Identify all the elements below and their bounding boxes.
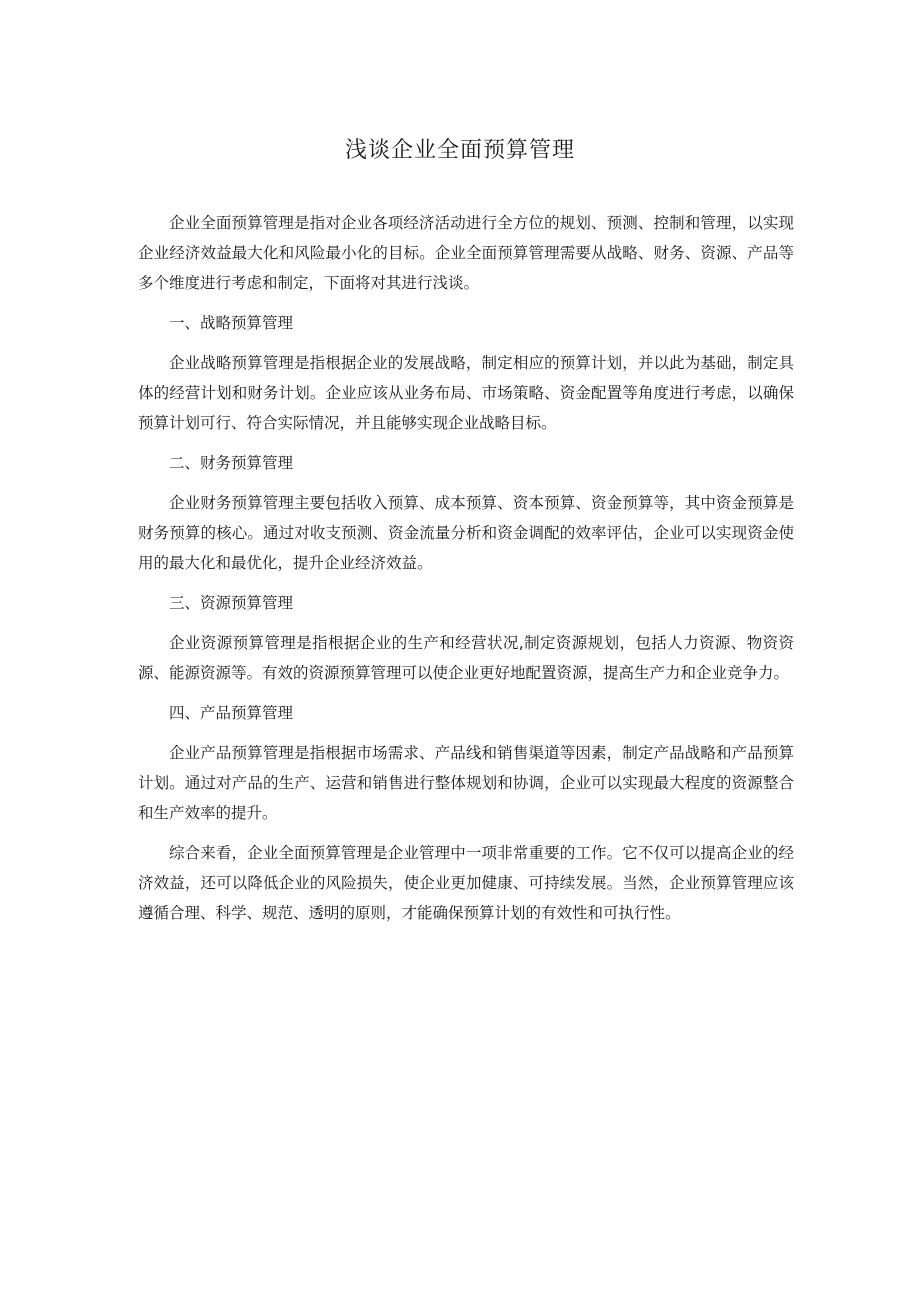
- section-heading-finance: 二、财务预算管理: [169, 454, 294, 472]
- intro-paragraph: 企业全面预算管理是指对企业各项经济活动进行全方位的规划、预测、控制和管理，以实现企业经济效益最大化和风险最小化的目标。企业全面预算管理需要从战略、财务、资源、产品等多个维度进行考虑和制定，下面将对其进行浅谈。: [138, 214, 794, 292]
- document-title: 浅谈企业全面预算管理: [344, 138, 575, 163]
- section-paragraph-strategy: 企业战略预算管理是指根据企业的发展战略，制定相应的预算计划，并以此为基础，制定具体的经营计划和财务计划。企业应该从业务布局、市场策略、资金配置等角度进行考虑，以确保预算计划可行、符合实际情况，并且能够实现企业战略目标。: [138, 354, 794, 432]
- section-heading-resource: 三、资源预算管理: [169, 594, 294, 612]
- section-heading-strategy: 一、战略预算管理: [169, 314, 294, 332]
- section-heading-product: 四、产品预算管理: [169, 704, 294, 722]
- document-body: [138, 208, 794, 938]
- conclusion-paragraph: 综合来看，企业全面预算管理是企业管理中一项非常重要的工作。它不仅可以提高企业的经济效益，还可以降低企业的风险损失，使企业更加健康、可持续发展。当然，企业预算管理应该遵循合理、科学、规范、透明的原则，才能确保预算计划的有效性和可执行性。: [138, 844, 794, 922]
- section-paragraph-finance: 企业财务预算管理主要包括收入预算、成本预算、资本预算、资金预算等，其中资金预算是财务预算的核心。通过对收支预测、资金流量分析和资金调配的效率评估，企业可以实现资金使用的最大化和最优化，提升企业经济效益。: [138, 494, 794, 572]
- section-paragraph-resource: 企业资源预算管理是指根据企业的生产和经营状况,制定资源规划，包括人力资源、物资资源、能源资源等。有效的资源预算管理可以使企业更好地配置资源，提高生产力和企业竞争力。: [138, 634, 794, 682]
- section-paragraph-product: 企业产品预算管理是指根据市场需求、产品线和销售渠道等因素，制定产品战略和产品预算计划。通过对产品的生产、运营和销售进行整体规划和协调，企业可以实现最大程度的资源整合和生产效率的提升。: [138, 744, 794, 822]
